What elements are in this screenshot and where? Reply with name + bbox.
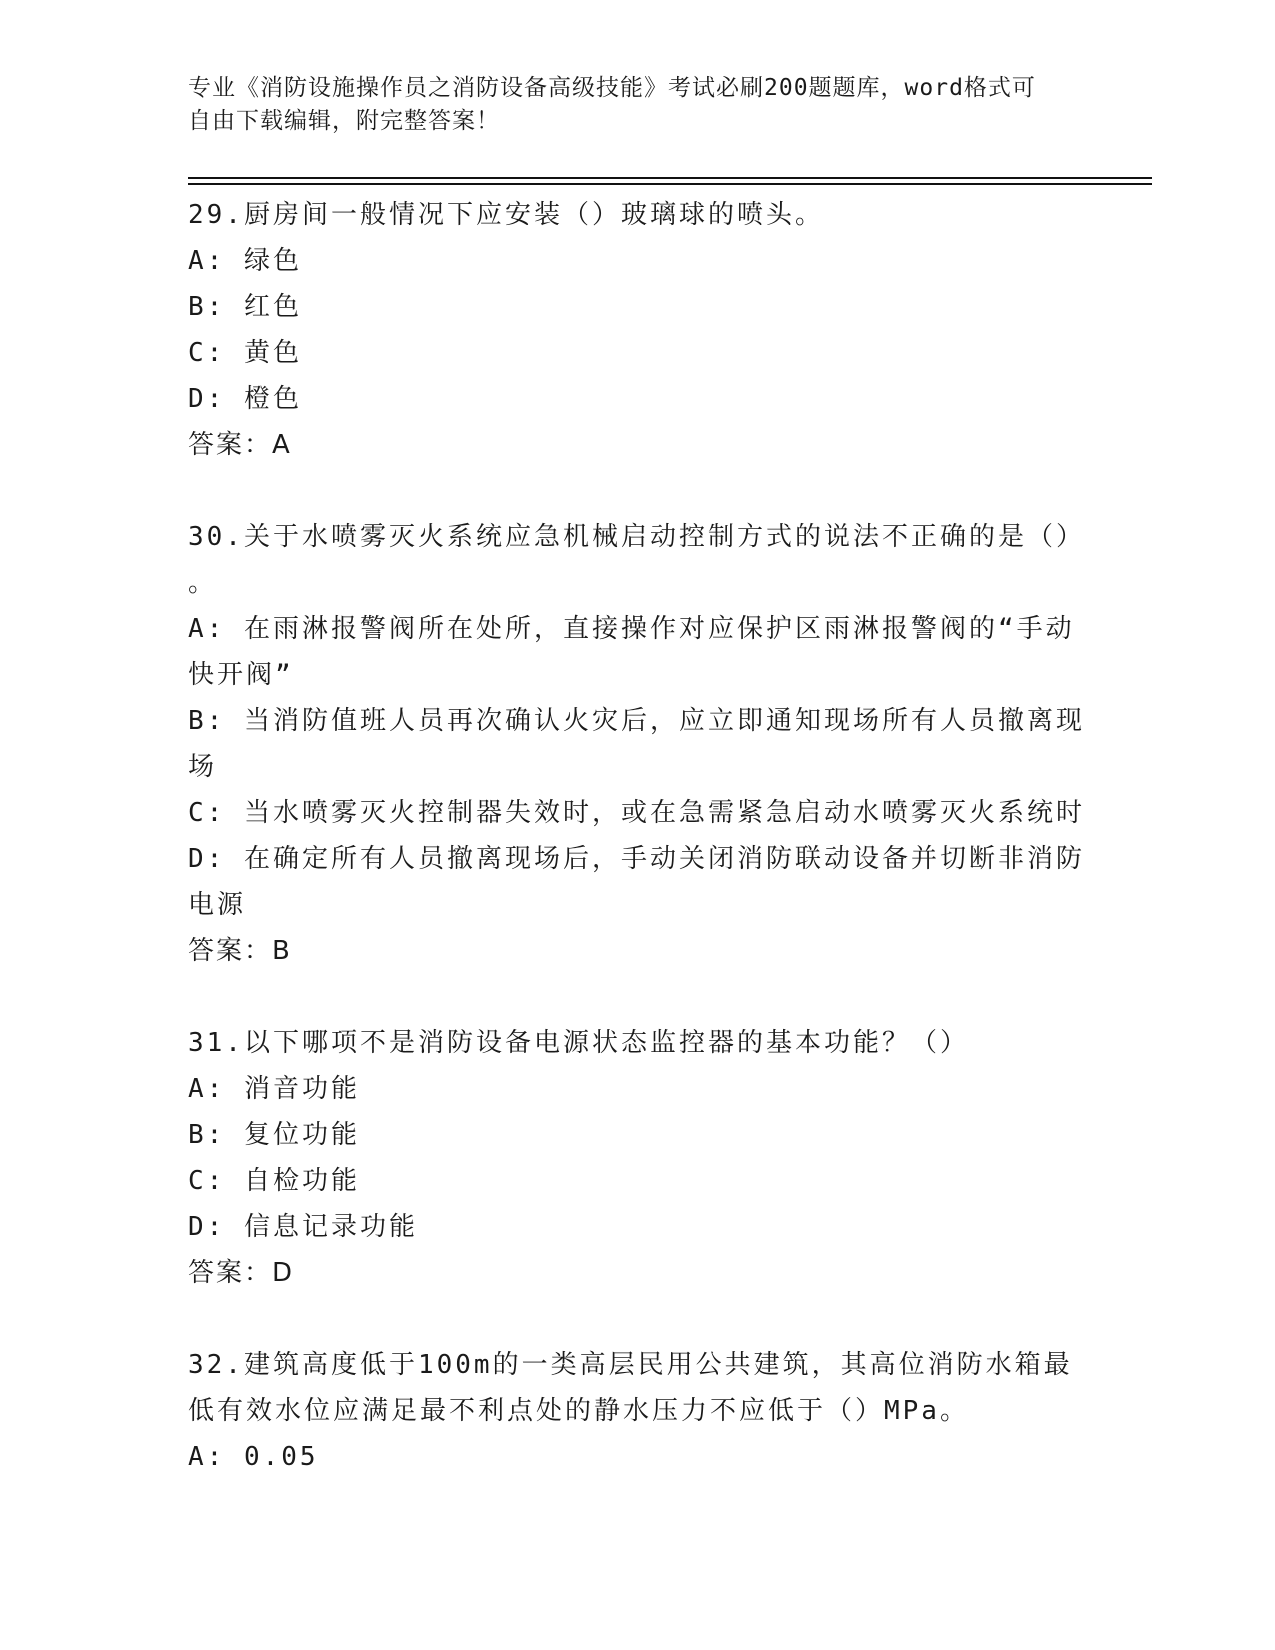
option-b: B: 复位功能: [188, 1120, 360, 1150]
question-stem: 30.关于水喷雾灭火系统应急机械启动控制方式的说法不正确的是（）: [188, 522, 1085, 552]
document-header: [188, 72, 1068, 138]
option-a: A: 绿色: [188, 246, 302, 276]
answer-line: 答案：A: [188, 430, 292, 460]
question-stem-continued: 低有效水位应满足最不利点处的静水压力不应低于（）MPa。: [188, 1396, 969, 1426]
option-a: A: 0.05: [188, 1442, 319, 1472]
option-d: D: 橙色: [188, 384, 302, 414]
header-rule-top: [188, 177, 1152, 179]
option-d-continued: 电源: [188, 890, 247, 920]
question-stem: 29.厨房间一般情况下应安装（）玻璃球的喷头。: [188, 200, 824, 230]
answer-line: 答案：B: [188, 936, 292, 966]
question-31: [188, 1020, 1088, 1296]
option-a: A: 在雨淋报警阀所在处所，直接操作对应保护区雨淋报警阀的“手动: [188, 614, 1075, 644]
answer-line: 答案：D: [188, 1258, 295, 1288]
question-gap: [188, 468, 1088, 514]
question-stem-continued: 。: [188, 568, 218, 598]
option-b: B: 当消防值班人员再次确认火灾后，应立即通知现场所有人员撤离现: [188, 706, 1085, 736]
question-stem: 31.以下哪项不是消防设备电源状态监控器的基本功能？（）: [188, 1028, 969, 1058]
question-gap: [188, 974, 1088, 1020]
header-line-2: 自由下载编辑，附完整答案！: [188, 108, 500, 134]
option-b-continued: 场: [188, 752, 218, 782]
question-30: [188, 514, 1088, 974]
option-a-continued: 快开阀”: [188, 660, 294, 690]
option-c: C: 黄色: [188, 338, 302, 368]
option-b: B: 红色: [188, 292, 302, 322]
question-list: [188, 192, 1088, 1480]
option-c: C: 自检功能: [188, 1166, 360, 1196]
option-d: D: 信息记录功能: [188, 1212, 418, 1242]
option-d: D: 在确定所有人员撤离现场后，手动关闭消防联动设备并切断非消防: [188, 844, 1085, 874]
question-29: [188, 192, 1088, 468]
question-32: [188, 1342, 1088, 1480]
header-rule-bottom: [188, 183, 1152, 185]
option-c: C: 当水喷雾灭火控制器失效时，或在急需紧急启动水喷雾灭火系统时: [188, 798, 1085, 828]
header-line-1: 专业《消防设施操作员之消防设备高级技能》考试必刷200题题库，word格式可: [188, 75, 1036, 101]
option-a: A: 消音功能: [188, 1074, 360, 1104]
question-stem: 32.建筑高度低于100m的一类高层民用公共建筑，其高位消防水箱最: [188, 1350, 1073, 1380]
question-gap: [188, 1296, 1088, 1342]
